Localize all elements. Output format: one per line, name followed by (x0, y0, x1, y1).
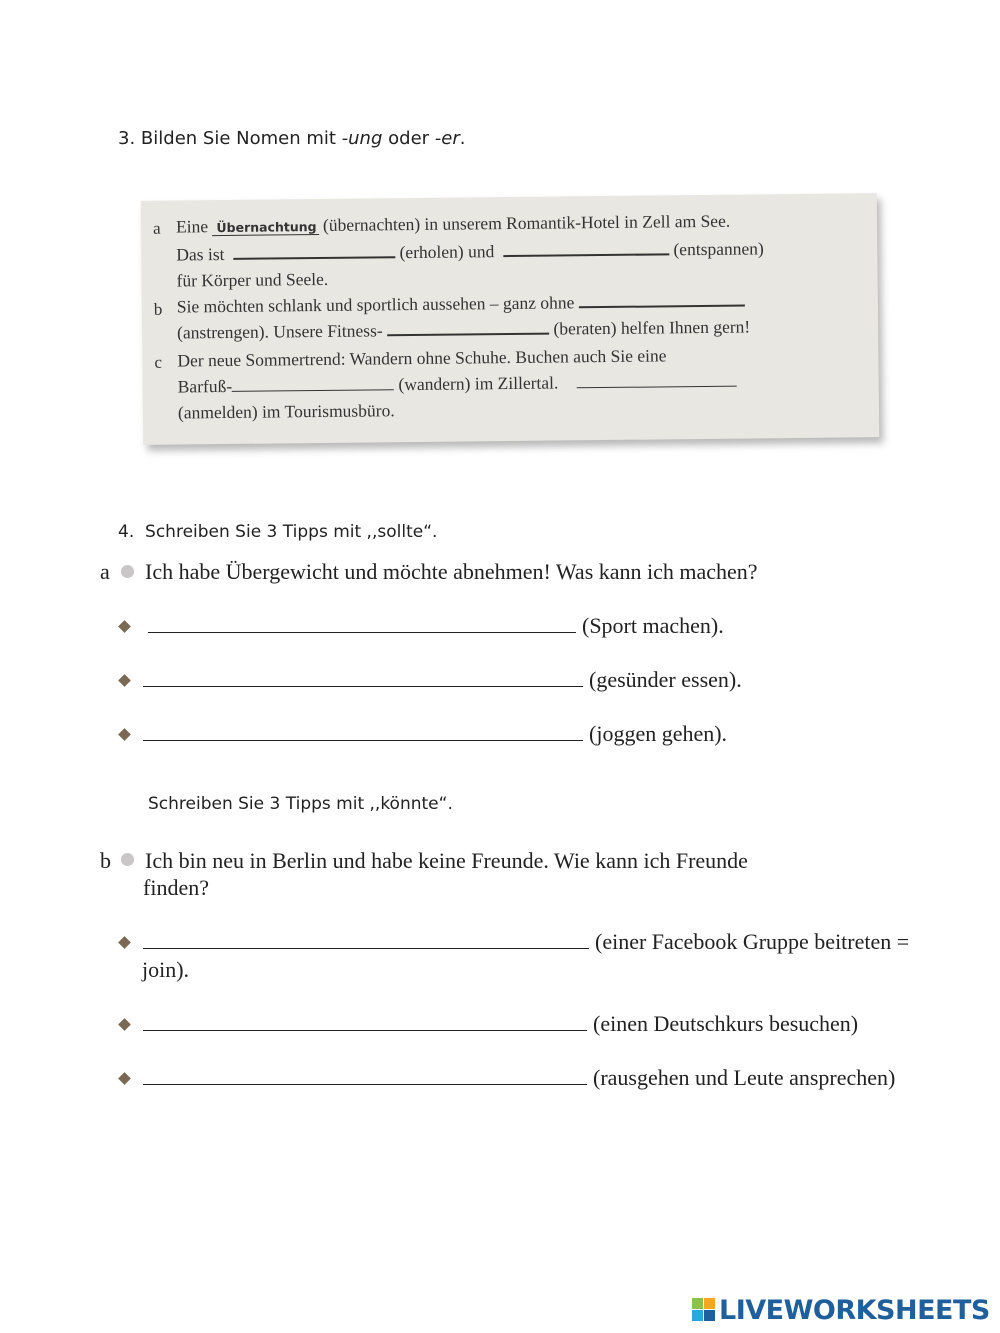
question-b-line-2: finden? (143, 875, 209, 900)
title-text: Bilden Sie Nomen mit (140, 128, 342, 149)
answer-hint: (Sport machen). (582, 613, 724, 638)
gap-input[interactable] (503, 239, 669, 257)
exercise-3-card (141, 193, 880, 445)
suffix-ung: -ung (341, 128, 383, 149)
answer-row-b1-line-2: join). (142, 957, 190, 982)
suffix-er: -er (434, 128, 460, 149)
title-text: . (459, 128, 466, 149)
text: (wandern) im Zillertal. (398, 372, 559, 395)
exercise-3-title (118, 128, 465, 149)
exercise-4-instruction-a (118, 522, 437, 542)
instruction-text: Schreiben Sie 3 Tipps mit ,,sollte“. (145, 522, 438, 542)
text: (beraten) helfen Ihnen gern! (553, 316, 751, 339)
item-b-line-2 (177, 316, 750, 343)
example-answer: Übernachtung (212, 219, 318, 236)
item-letter-b: b (153, 299, 163, 319)
gap-input[interactable] (577, 372, 737, 389)
answer-input[interactable] (143, 722, 583, 741)
exercise-4-instruction-b: Schreiben Sie 3 Tipps mit ,,könnte“. (148, 794, 453, 814)
answer-row-a1 (148, 613, 724, 639)
answer-hint: (joggen gehen). (589, 721, 728, 746)
gap-input[interactable] (233, 242, 395, 260)
gap-input[interactable] (232, 375, 394, 392)
bullet-diamond (118, 936, 131, 949)
text: Barfuß- (177, 375, 233, 397)
answer-input[interactable] (143, 668, 583, 687)
answer-row-b1 (143, 929, 909, 955)
bullet-dot (121, 565, 134, 578)
text: (übernachten) in unserem Romantik-Hotel in Zell am See. (322, 210, 731, 235)
answer-row-b3 (143, 1065, 895, 1091)
item-c-line-3: (anmelden) im Tourismusbüro. (177, 400, 395, 423)
question-a: Ich habe Übergewicht und möchte abnehmen! Was kann ich machen? (145, 559, 758, 584)
item-a-line-1 (176, 211, 730, 238)
answer-row-a2 (143, 667, 742, 693)
bullet-diamond (118, 620, 131, 633)
answer-input[interactable] (143, 1066, 587, 1085)
gap-input[interactable] (579, 291, 745, 309)
logo-mark-icon (692, 1298, 716, 1322)
gap-input[interactable] (387, 319, 549, 337)
bullet-diamond (118, 728, 131, 741)
bullet-dot (121, 853, 134, 866)
text: Eine (175, 216, 209, 237)
bullet-diamond (118, 1072, 131, 1085)
liveworksheets-logo[interactable] (692, 1293, 990, 1327)
item-letter-c: c (154, 352, 163, 372)
title-text: oder (382, 128, 435, 149)
item-a-line-2 (176, 238, 764, 265)
bullet-diamond (118, 674, 131, 687)
answer-hint: (rausgehen und Leute ansprechen) (593, 1065, 896, 1090)
exercise-number: 3. (118, 128, 136, 149)
item-c-line-1: Der neue Sommertrend: Wandern ohne Schuhe. Buchen auch Sie eine (177, 345, 667, 371)
text: (anstrengen). Unsere Fitness- (177, 320, 383, 343)
question-b-line-1: Ich bin neu in Berlin und habe keine Freunde. Wie kann ich Freunde (145, 848, 748, 873)
answer-hint: (einen Deutschkurs besuchen) (593, 1011, 859, 1036)
logo-text: LIVEWORKSHEETS (719, 1294, 990, 1326)
text: (entspannen) (673, 238, 764, 260)
question-letter-a: a (100, 559, 110, 584)
answer-input[interactable] (143, 930, 589, 949)
question-letter-b: b (100, 848, 111, 873)
text: Das ist (176, 243, 225, 265)
bullet-diamond (118, 1018, 131, 1031)
exercise-number: 4. (118, 522, 135, 542)
answer-row-a3 (143, 721, 727, 747)
item-a-line-3: für Körper und Seele. (176, 268, 329, 291)
answer-hint: (einer Facebook Gruppe beitreten = (595, 929, 910, 954)
item-letter-a: a (152, 218, 161, 238)
item-c-line-2 (178, 371, 737, 398)
text: Sie möchten schlank und sportlich aussehen – ganz ohne (176, 292, 575, 317)
answer-hint: (gesünder essen). (589, 667, 742, 692)
answer-input[interactable] (143, 1012, 587, 1031)
answer-input[interactable] (148, 614, 576, 633)
item-b-line-1 (177, 291, 745, 318)
answer-row-b2 (143, 1011, 858, 1037)
text: (erholen) und (399, 241, 495, 263)
